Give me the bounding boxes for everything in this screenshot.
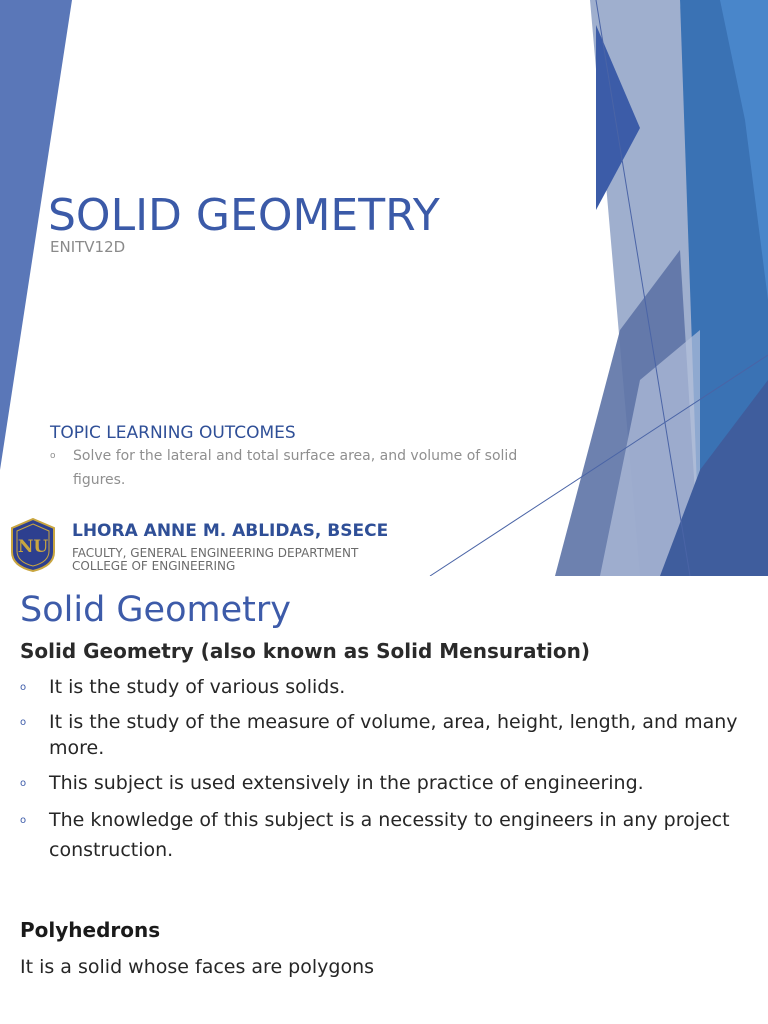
svg-text:NU: NU	[17, 537, 49, 557]
bullet-list	[20, 674, 760, 874]
outcome-text: Solve for the lateral and total surface area, and volume of solid figures.	[73, 448, 518, 488]
list-item-text: This subject is used extensively in the practice of engineering.	[49, 772, 644, 794]
department: FACULTY, GENERAL ENGINEERING DEPARTMENT	[72, 546, 359, 560]
course-code: ENITV12D	[50, 238, 126, 256]
outcomes-heading: TOPIC LEARNING OUTCOMES	[50, 423, 296, 443]
polyhedrons-heading: Polyhedrons	[20, 918, 161, 942]
author-name: LHORA ANNE M. ABLIDAS, BSECE	[72, 521, 389, 541]
bullet-icon: o	[20, 717, 27, 728]
polyhedrons-definition: It is a solid whose faces are polygons	[20, 956, 375, 978]
list-item	[20, 674, 760, 700]
list-item-text: It is the study of the measure of volume, area, height, length, and many more.	[49, 711, 738, 759]
slide-title: Solid Geometry	[20, 590, 291, 630]
list-item	[20, 805, 760, 865]
bullet-icon: o	[20, 815, 27, 826]
list-item	[20, 709, 760, 761]
college: COLLEGE OF ENGINEERING	[72, 559, 236, 573]
university-seal-icon	[10, 518, 56, 572]
bullet-icon: o	[20, 682, 27, 693]
list-item-text: The knowledge of this subject is a necessity to engineers in any project construction.	[49, 809, 730, 861]
outcome-item	[50, 444, 570, 492]
content-slide	[0, 576, 768, 1024]
slide-title: SOLID GEOMETRY	[48, 190, 440, 241]
list-item	[20, 770, 760, 796]
list-item-text: It is the study of various solids.	[49, 676, 346, 698]
bullet-icon: o	[50, 451, 56, 461]
bullet-icon: o	[20, 778, 27, 789]
section-subtitle: Solid Geometry (also known as Solid Mensuration)	[20, 639, 590, 663]
